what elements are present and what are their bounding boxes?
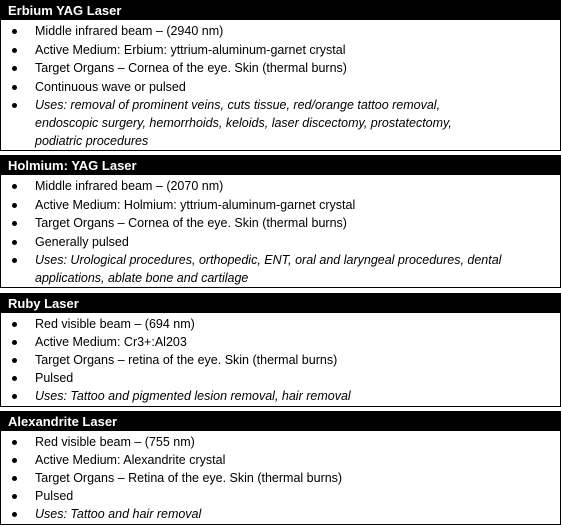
- list-item: Target Organs – Retina of the eye. Skin (thermal burns): [35, 469, 554, 487]
- list-item: Middle infrared beam – (2940 nm): [35, 22, 554, 40]
- bullet-icon: [12, 85, 17, 90]
- list-item: Active Medium: Holmium: yttrium-aluminum-garnet crystal: [35, 196, 554, 214]
- bullet-icon: [12, 322, 17, 327]
- bullet-icon: [12, 29, 17, 34]
- section-title: Alexandrite Laser: [1, 412, 560, 431]
- uses-item-continued: applications, ablate bone and cartilage: [35, 271, 249, 285]
- bullet-icon: [12, 494, 17, 499]
- uses-item-continued: podiatric procedures: [35, 134, 149, 148]
- section-ruby: [0, 293, 561, 407]
- bullet-icon: [12, 66, 17, 71]
- section-alexandrite: [0, 411, 561, 525]
- list-item: Active Medium: Cr3+:Al203: [35, 333, 554, 351]
- list-item: Pulsed: [35, 369, 554, 387]
- bullet-icon: [12, 458, 17, 463]
- list-item: Generally pulsed: [35, 233, 554, 251]
- uses-item: Uses: Urological procedures, orthopedic, ENT, oral and laryngeal procedures, dental: [35, 251, 554, 269]
- list-item: Middle infrared beam – (2070 nm): [35, 177, 554, 195]
- bullet-icon: [12, 394, 17, 399]
- bullet-icon: [12, 258, 17, 263]
- list-item: Continuous wave or pulsed: [35, 78, 554, 96]
- uses-item: Uses: Tattoo and pigmented lesion removal, hair removal: [35, 387, 554, 405]
- list-item: Target Organs – Cornea of the eye. Skin (thermal burns): [35, 59, 554, 77]
- bullet-icon: [12, 221, 17, 226]
- bullet-icon: [12, 103, 17, 108]
- list-item: Pulsed: [35, 487, 554, 505]
- section-title: Erbium YAG Laser: [1, 1, 560, 20]
- bullet-icon: [12, 340, 17, 345]
- uses-item-continued: endoscopic surgery, hemorrhoids, keloids, laser discectomy, prostatectomy,: [35, 116, 452, 130]
- bullet-icon: [12, 476, 17, 481]
- section-holmium-yag: [0, 155, 561, 288]
- section-erbium-yag: [0, 0, 561, 151]
- bullet-icon: [12, 512, 17, 517]
- list-item: Target Organs – retina of the eye. Skin (thermal burns): [35, 351, 554, 369]
- uses-item: Uses: removal of prominent veins, cuts tissue, red/orange tattoo removal,: [35, 96, 554, 114]
- bullet-icon: [12, 203, 17, 208]
- section-title: Holmium: YAG Laser: [1, 156, 560, 175]
- list-item: Active Medium: Erbium: yttrium-aluminum-garnet crystal: [35, 41, 554, 59]
- bullet-icon: [12, 440, 17, 445]
- bullet-icon: [12, 358, 17, 363]
- bullet-icon: [12, 48, 17, 53]
- section-title: Ruby Laser: [1, 294, 560, 313]
- bullet-icon: [12, 184, 17, 189]
- uses-item: Uses: Tattoo and hair removal: [35, 505, 554, 523]
- bullet-icon: [12, 376, 17, 381]
- bullet-icon: [12, 240, 17, 245]
- list-item: Target Organs – Cornea of the eye. Skin (thermal burns): [35, 214, 554, 232]
- list-item: Active Medium: Alexandrite crystal: [35, 451, 554, 469]
- list-item: Red visible beam – (755 nm): [35, 433, 554, 451]
- list-item: Red visible beam – (694 nm): [35, 315, 554, 333]
